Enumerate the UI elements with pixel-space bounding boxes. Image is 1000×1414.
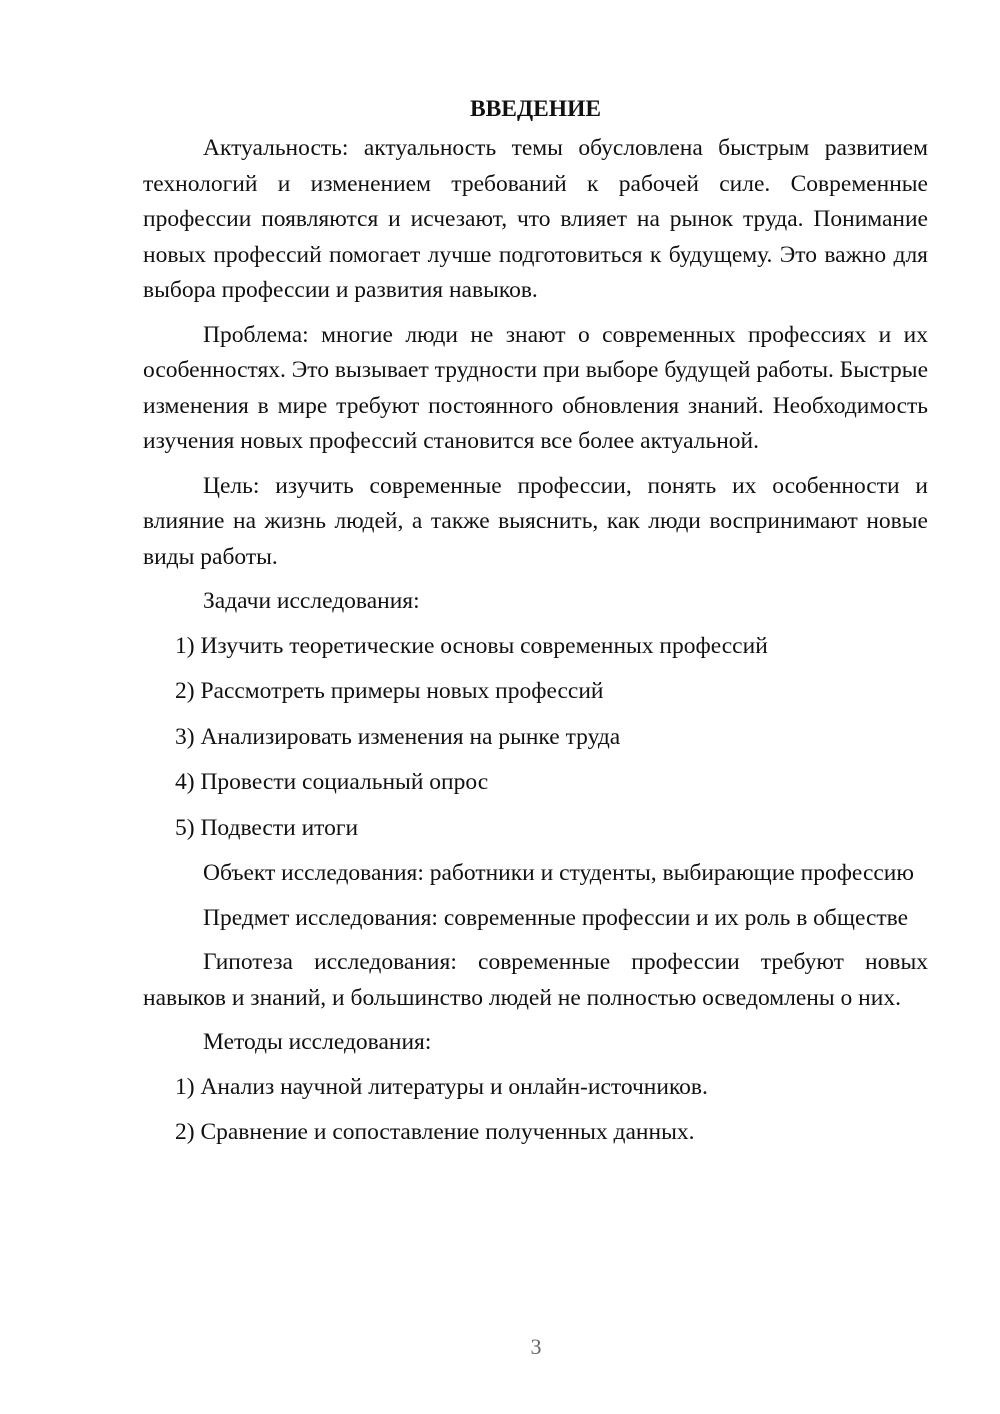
- list-item: 2) Сравнение и сопоставление полученных данных.: [175, 1119, 695, 1145]
- page-number: 3: [530, 1334, 542, 1359]
- list-item: 1) Анализ научной литературы и онлайн-источников.: [175, 1073, 708, 1100]
- paragraph-relevance: Актуальность: актуальность темы обусловлена быстрым развитием технологий и изменением требований к рабочей силе. Современные профессии появляются и исчезают, что влияет на рынок труда. Понимание новых профессий помогает лучше подготовиться к будущему. Это важно для выбора профессии и развития навыков.: [143, 135, 928, 303]
- document-page: [143, 92, 928, 1161]
- list-item: 5) Подвести итоги: [175, 814, 359, 841]
- list-item: 4) Провести социальный опрос: [175, 769, 489, 795]
- methods-list: [143, 1070, 928, 1151]
- tasks-label: Задачи исследования:: [203, 588, 420, 614]
- tasks-list: [143, 629, 928, 847]
- paragraph-hypothesis: Гипотеза исследования: современные профессии требуют новых навыков и знаний, и большинство людей не полностью осведомлены о них.: [143, 949, 928, 1011]
- methods-label: Методы исследования:: [203, 1029, 432, 1055]
- list-item: 3) Анализировать изменения на рынке труда: [175, 723, 621, 750]
- list-item: 2) Рассмотреть примеры новых профессий: [175, 678, 604, 704]
- paragraph-object: Объект исследования: работники и студенты, выбирающие профессию: [203, 860, 914, 886]
- paragraph-goal: Цель: изучить современные профессии, понять их особенности и влияние на жизнь людей, а также выяснить, как люди воспринимают новые виды работы.: [143, 472, 928, 570]
- paragraph-problem: Проблема: многие люди не знают о современных профессиях и их особенностях. Это вызывает трудности при выборе будущей работы. Быстрые изменения в мире требуют постоянного обновления знаний. Необходимость изучения новых профессий становится все более актуальной.: [143, 321, 928, 454]
- list-item: 1) Изучить теоретические основы современных профессий: [175, 632, 768, 659]
- section-heading: ВВЕДЕНИЕ: [469, 96, 602, 122]
- paragraph-subject: Предмет исследования: современные профессии и их роль в обществе: [203, 904, 909, 931]
